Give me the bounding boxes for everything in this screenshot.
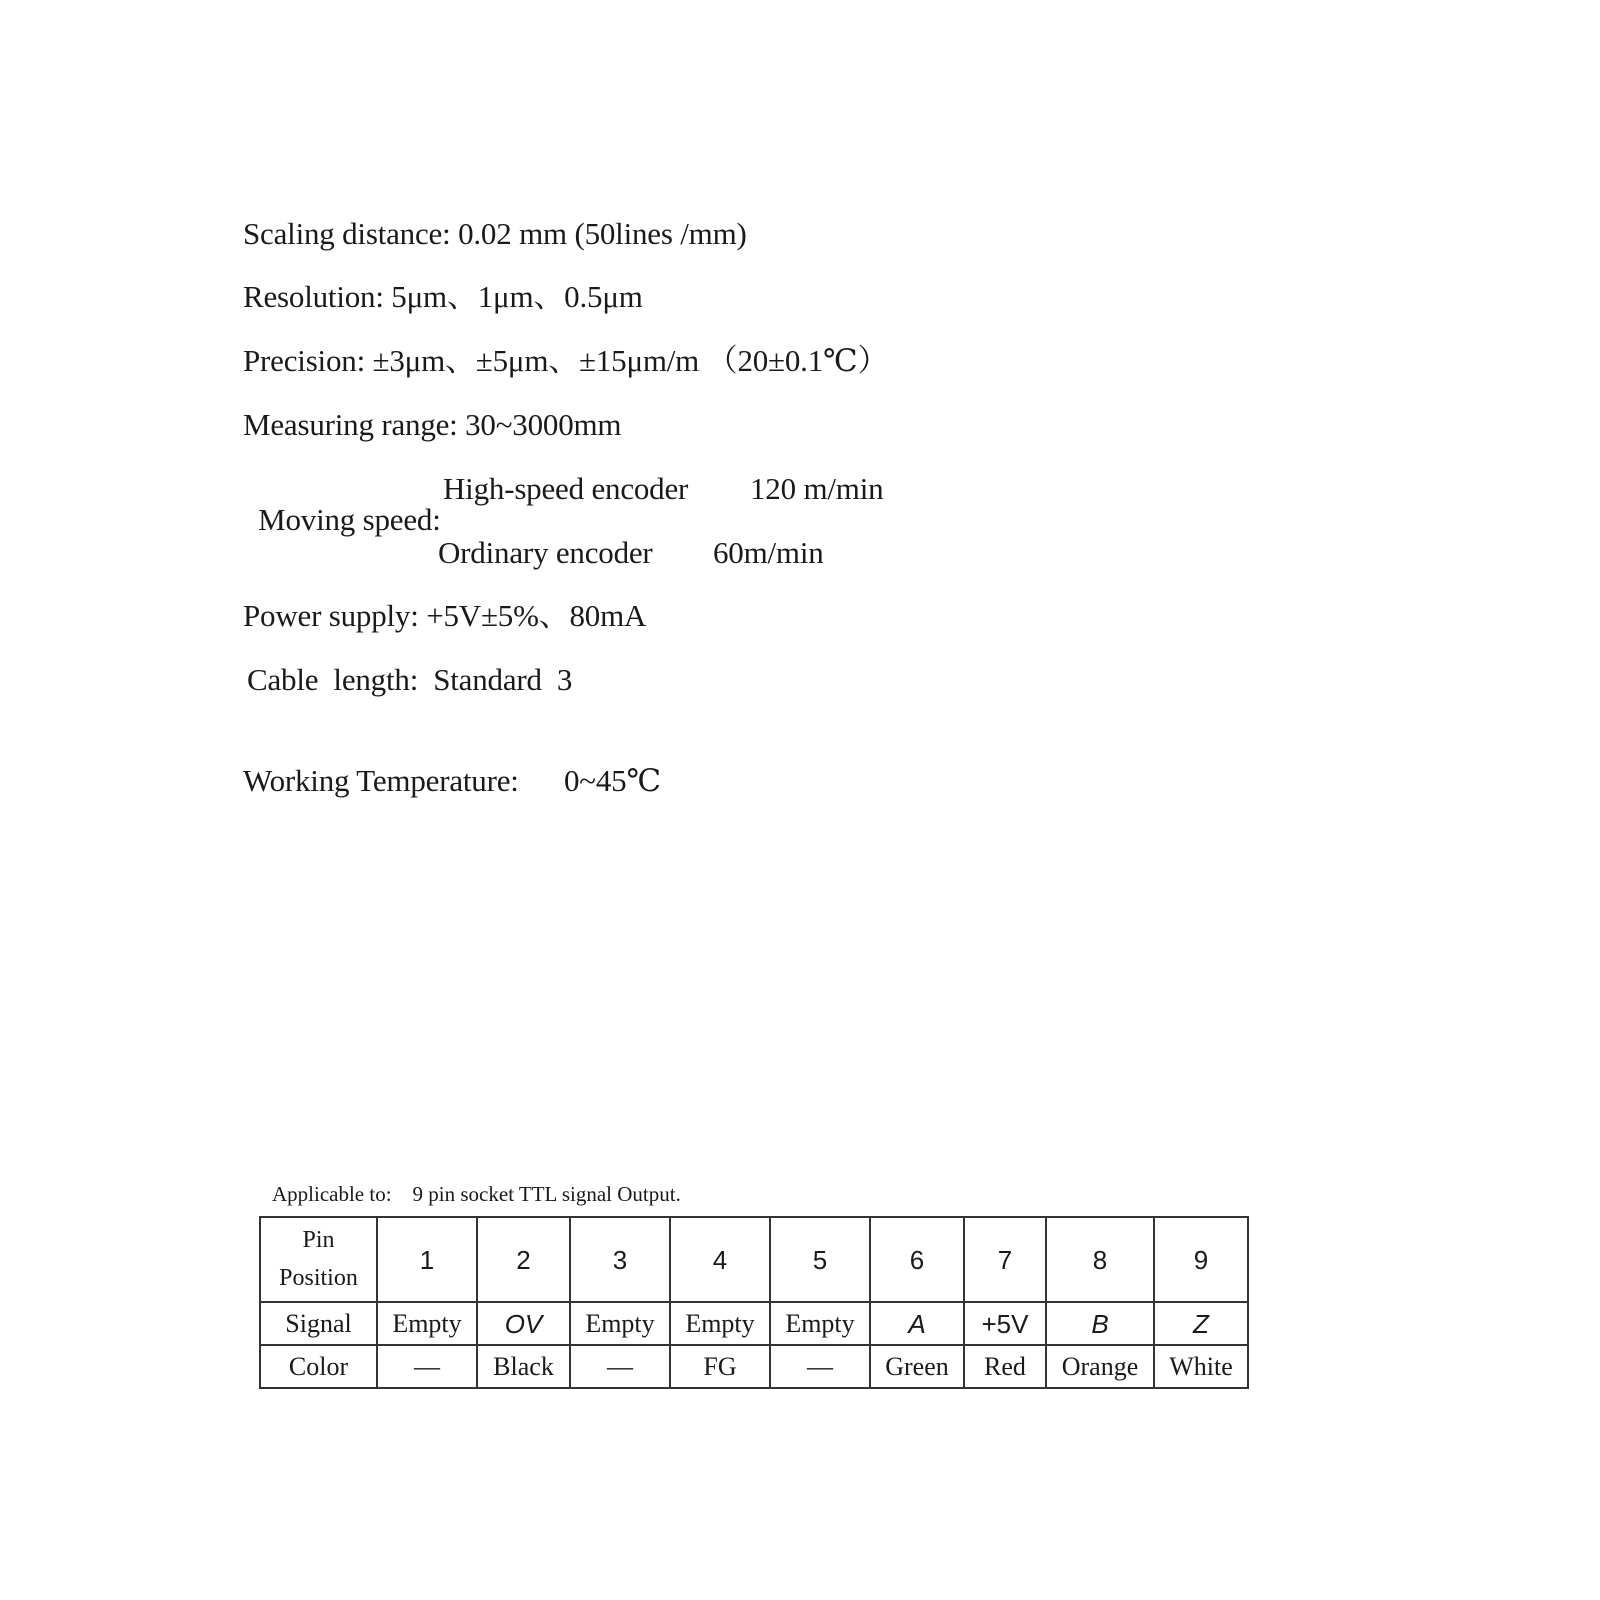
pin-table xyxy=(259,1216,1249,1389)
moving-speed-label: Moving speed: xyxy=(258,502,441,537)
spec-cable-length: Cable length: Standard 3 xyxy=(247,662,573,697)
spec-working-temperature-label: Working Temperature: xyxy=(243,763,519,798)
color-cell: Black xyxy=(477,1345,570,1388)
pin-number-cell: 5 xyxy=(770,1217,870,1302)
pin-number-cell: 6 xyxy=(870,1217,964,1302)
spec-precision: Precision: ±3μm、±5μm、±15μm/m （20±0.1℃） xyxy=(243,343,889,378)
signal-cell: Z xyxy=(1154,1302,1248,1345)
pin-table-caption: Applicable to: 9 pin socket TTL signal Output. xyxy=(272,1182,681,1206)
pin-header-line1: Pin xyxy=(302,1227,335,1254)
color-cell: Orange xyxy=(1046,1345,1154,1388)
pin-number-cell: 2 xyxy=(477,1217,570,1302)
spec-measuring-range: Measuring range: 30~3000mm xyxy=(243,407,622,442)
spec-moving-speed xyxy=(243,473,441,535)
signal-cell: +5V xyxy=(964,1302,1046,1345)
pin-number-cell: 3 xyxy=(570,1217,670,1302)
pin-header-line2: Position xyxy=(279,1264,358,1291)
signal-cell: Empty xyxy=(570,1302,670,1345)
spec-resolution: Resolution: 5μm、1μm、0.5μm xyxy=(243,279,643,314)
pin-row xyxy=(260,1217,1248,1302)
signal-cell: OV xyxy=(477,1302,570,1345)
pin-number-cell: 9 xyxy=(1154,1217,1248,1302)
spec-high-speed-value: 120 m/min xyxy=(750,471,884,506)
spec-power-supply: Power supply: +5V±5%、80mA xyxy=(243,598,647,633)
pin-number-cell: 7 xyxy=(964,1217,1046,1302)
signal-cell: B xyxy=(1046,1302,1154,1345)
spec-scaling-distance: Scaling distance: 0.02 mm (50lines /mm) xyxy=(243,216,747,251)
pin-number-cell: 1 xyxy=(377,1217,477,1302)
pin-position-header xyxy=(260,1217,377,1302)
spec-high-speed-encoder: High-speed encoder xyxy=(443,471,689,506)
spec-ordinary-encoder: Ordinary encoder xyxy=(438,535,653,570)
spec-ordinary-value: 60m/min xyxy=(713,535,824,570)
color-cell: — xyxy=(770,1345,870,1388)
color-cell: White xyxy=(1154,1345,1248,1388)
signal-cell: Empty xyxy=(670,1302,770,1345)
signal-row xyxy=(260,1302,1248,1345)
pin-number-cell: 8 xyxy=(1046,1217,1154,1302)
color-cell: Red xyxy=(964,1345,1046,1388)
signal-header: Signal xyxy=(260,1302,377,1345)
color-cell: — xyxy=(570,1345,670,1388)
color-header: Color xyxy=(260,1345,377,1388)
signal-cell: Empty xyxy=(770,1302,870,1345)
spec-working-temperature-value: 0~45℃ xyxy=(564,763,661,798)
color-cell: FG xyxy=(670,1345,770,1388)
color-cell: — xyxy=(377,1345,477,1388)
color-row xyxy=(260,1345,1248,1388)
signal-cell: A xyxy=(870,1302,964,1345)
color-cell: Green xyxy=(870,1345,964,1388)
signal-cell: Empty xyxy=(377,1302,477,1345)
pin-number-cell: 4 xyxy=(670,1217,770,1302)
